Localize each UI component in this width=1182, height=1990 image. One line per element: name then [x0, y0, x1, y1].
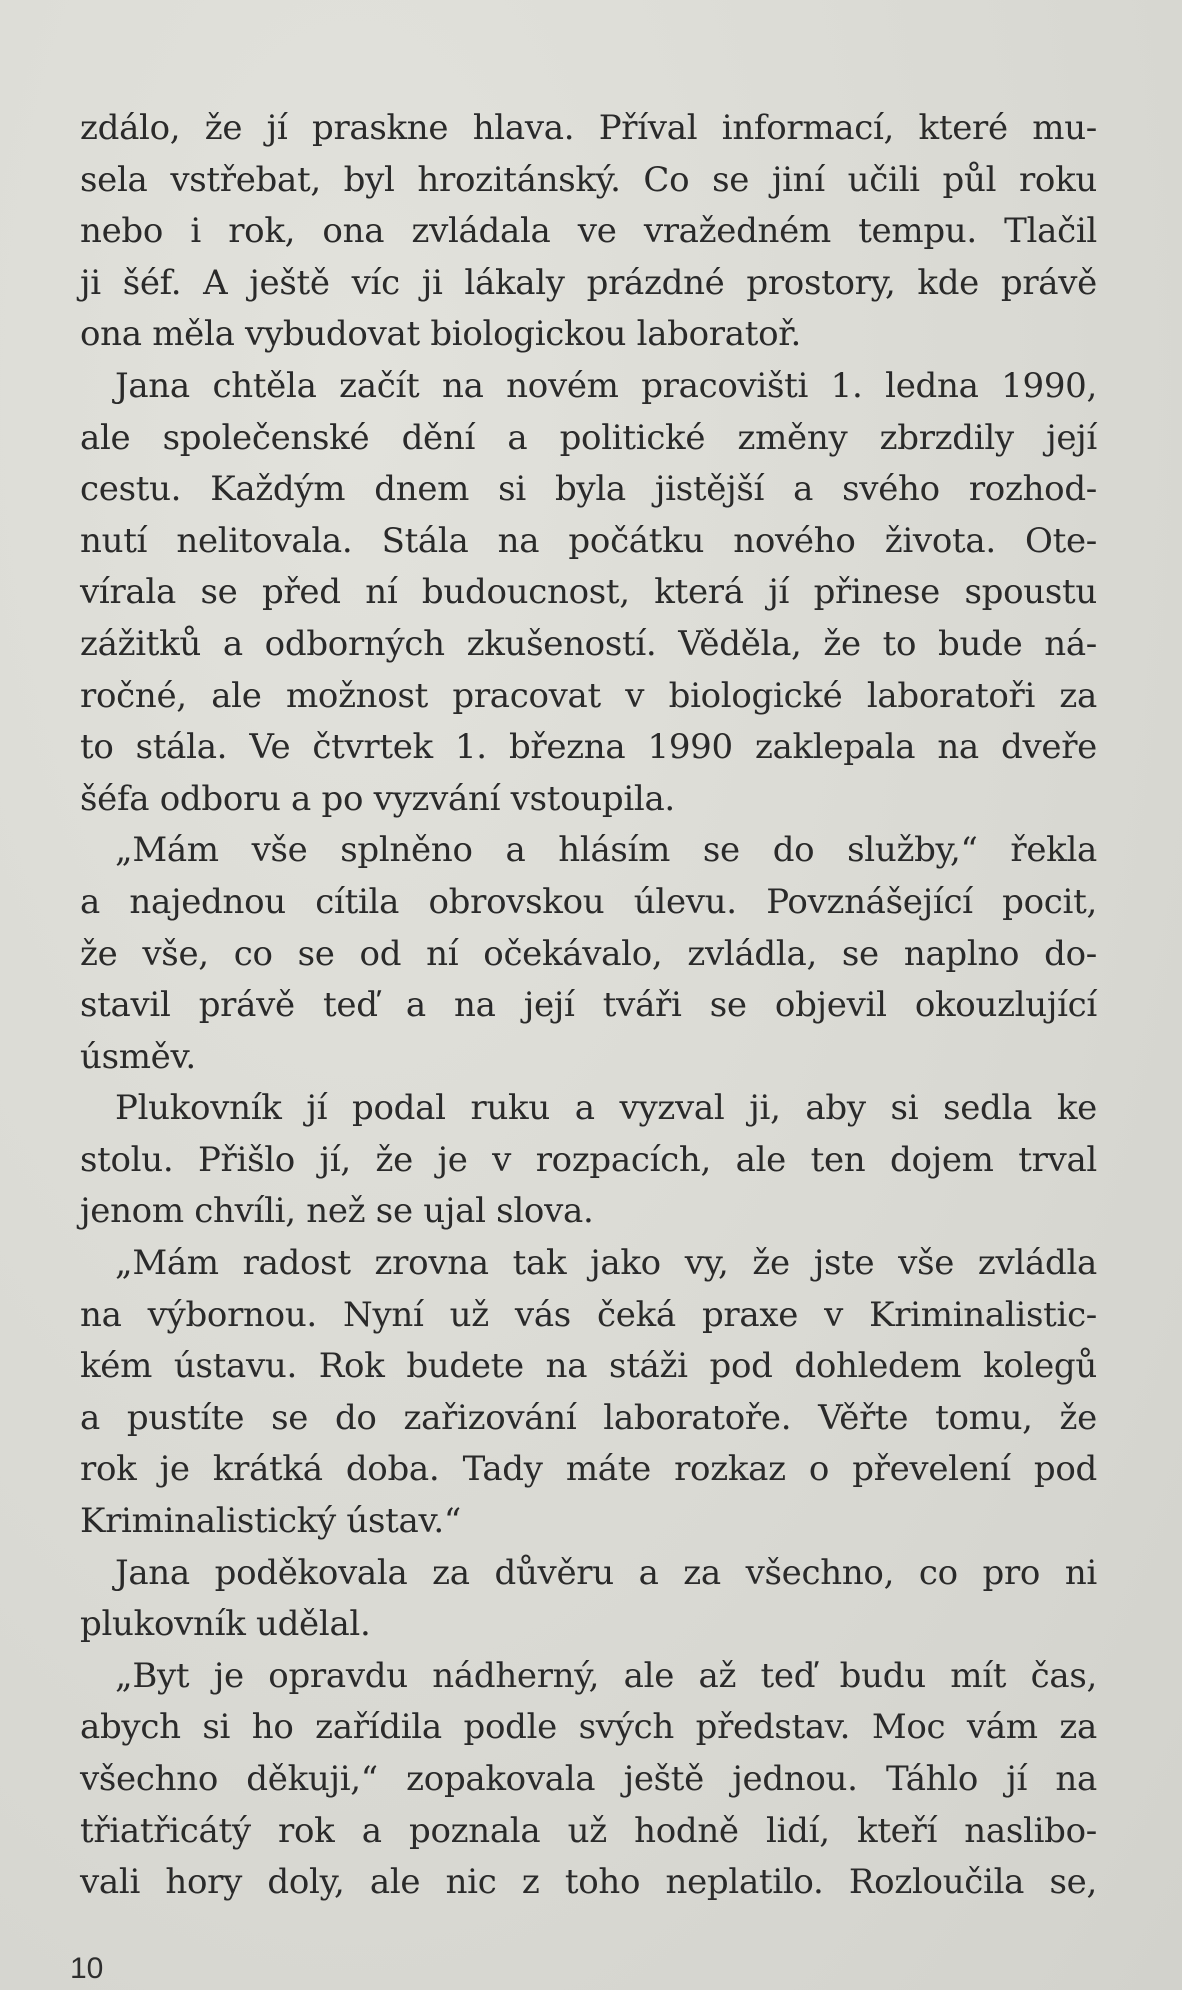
- text-line: ona měla vybudovat biologickou laboratoř.: [80, 314, 801, 355]
- text-line: ji šéf. A ještě víc ji lákaly prázdné prostory, kde právě: [80, 262, 1097, 303]
- text-line: že vše, co se od ní očekávalo, zvládla, se naplno do-: [80, 933, 1097, 974]
- text-line: Plukovník jí podal ruku a vyzval ji, aby si sedla ke: [115, 1088, 1097, 1129]
- page-number: 10: [70, 1952, 104, 1985]
- text-line: všechno děkuji,“ zopakovala ještě jednou. Táhlo jí na: [80, 1759, 1097, 1799]
- text-line: vali hory doly, ale nic z toho neplatilo. Rozloučila se,: [80, 1862, 1097, 1903]
- text-line: Kriminalistický ústav.“: [80, 1501, 461, 1542]
- text-line: sela vstřebat, byl hrozitánský. Co se jiní učili půl roku: [80, 159, 1097, 200]
- text-line: to stála. Ve čtvrtek 1. března 1990 zaklepala na dveře: [80, 727, 1097, 768]
- text-line: abych si ho zařídila podle svých představ. Moc vám za: [80, 1707, 1097, 1748]
- text-line: plukovník udělal.: [80, 1604, 371, 1645]
- text-line: ale společenské dění a politické změny zbrzdily její: [80, 417, 1097, 458]
- text-line: „Byt je opravdu nádherný, ale až teď budu mít čas,: [115, 1655, 1097, 1696]
- text-line: cestu. Každým dnem si byla jistější a svého rozhod-: [80, 469, 1097, 510]
- text-line: Jana poděkovala za důvěru a za všechno, co pro ni: [115, 1552, 1097, 1593]
- page-body-text: [80, 103, 1097, 1909]
- text-line: nebo i rok, ona zvládala ve vražedném tempu. Tlačil: [80, 211, 1097, 252]
- text-line: Jana chtěla začít na novém pracovišti 1. ledna 1990,: [115, 365, 1097, 406]
- text-line: vírala se před ní budoucnost, která jí přinese spoustu: [80, 572, 1097, 613]
- text-line: „Mám radost zrovna tak jako vy, že jste vše zvládla: [115, 1243, 1097, 1284]
- text-line: jenom chvíli, než se ujal slova.: [80, 1191, 594, 1232]
- text-line: a pustíte se do zařizování laboratoře. Věřte tomu, že: [80, 1397, 1097, 1438]
- text-line: na výbornou. Nyní už vás čeká praxe v Kriminalistic-: [80, 1294, 1097, 1335]
- text-line: úsměv.: [80, 1036, 196, 1077]
- text-line: a najednou cítila obrovskou úlevu. Povznášející pocit,: [80, 881, 1097, 922]
- text-line: třiatřicátý rok a poznala už hodně lidí, kteří naslibo-: [80, 1810, 1097, 1851]
- text-line: kém ústavu. Rok budete na stáži pod dohledem kolegů: [80, 1346, 1097, 1387]
- text-line: zážitků a odborných zkušeností. Věděla, že to bude ná-: [80, 623, 1097, 664]
- text-line: ročné, ale možnost pracovat v biologické laboratoři za: [80, 675, 1097, 716]
- text-line: stavil právě teď a na její tváři se objevil okouzlující: [80, 985, 1097, 1026]
- text-line: „Mám vše splněno a hlásím se do služby,“ řekla: [115, 830, 1097, 871]
- text-line: šéfa odboru a po vyzvání vstoupila.: [80, 778, 675, 819]
- text-line: rok je krátká doba. Tady máte rozkaz o převelení pod: [80, 1449, 1097, 1490]
- text-line: stolu. Přišlo jí, že je v rozpacích, ale ten dojem trval: [80, 1139, 1097, 1180]
- text-line: zdálo, že jí praskne hlava. Příval informací, které mu-: [80, 108, 1097, 148]
- text-line: nutí nelitovala. Stála na počátku nového života. Ote-: [80, 520, 1097, 561]
